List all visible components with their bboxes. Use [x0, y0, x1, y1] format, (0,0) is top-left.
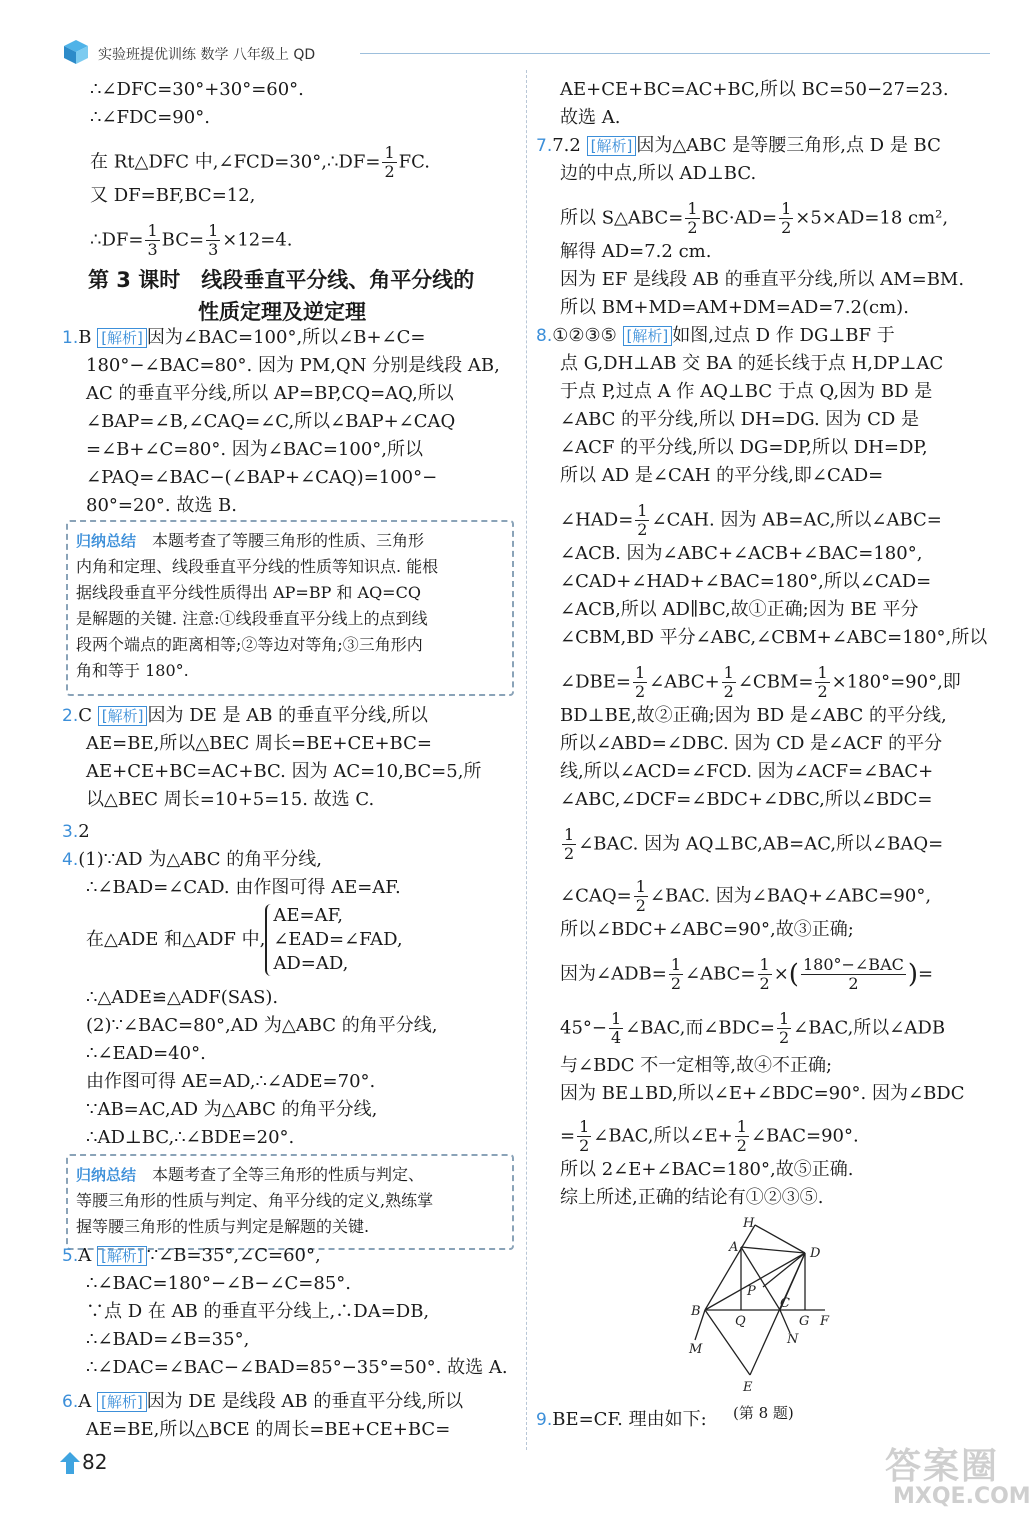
fig-label: E	[743, 1380, 753, 1395]
text-line: ∠CAD+∠HAD+∠BAC=180°,所以∠CAD=	[560, 571, 932, 592]
analysis-tag: [解析]	[623, 326, 673, 346]
fig-label: G	[799, 1314, 810, 1329]
text-line: ∴∠BAD=∠B=35°,	[86, 1329, 250, 1350]
text-line: BD⊥BE,故②正确;因为 BD 是∠ABC 的平分线,	[560, 705, 947, 726]
question-1: 1.B [解析] 因为∠BAC=100°,所以∠B+∠C=	[62, 327, 426, 348]
text-line: ∴∠FDC=90°.	[90, 107, 210, 128]
text-line: ∵点 D 在 AB 的垂直平分线上,∴DA=DB,	[86, 1301, 430, 1322]
book-logo-icon	[60, 38, 90, 66]
column-divider	[526, 70, 527, 1450]
text-line: ∴DF= $\frac{1}{3}$ BC= $\frac{1}{3}$ ×12=4.	[90, 221, 293, 259]
text-line: 与∠BDC 不一定相等,故④不正确;	[560, 1055, 833, 1076]
text-line: = $\frac{1}{2}$ ∠BAC,所以∠E+ $\frac{1}{2}$ ∠BAC=90°.	[560, 1117, 859, 1155]
question-7: 7.7.2 [解析] 因为△ABC 是等腰三角形,点 D 是 BC	[536, 135, 941, 156]
lesson-title: 第 3 课时 线段垂直平分线、角平分线的	[88, 268, 475, 292]
arrow-up-icon	[60, 1452, 80, 1474]
text-line: ∴∠BAC=180°−∠B−∠C=85°.	[86, 1273, 352, 1294]
text-line: ∠BAP=∠B,∠CAQ=∠C,所以∠BAP+∠CAQ	[86, 411, 456, 432]
summary-line: 角和等于 180°.	[76, 661, 189, 680]
fraction: $\frac{1}{2}$	[384, 143, 395, 181]
text-line: 所以∠ABD=∠DBC. 因为 CD 是∠ACF 的平分	[560, 733, 943, 754]
text-line: 故选 A.	[560, 107, 621, 128]
analysis-tag: [解析]	[97, 1246, 147, 1266]
lesson-subtitle: 性质定理及逆定理	[198, 300, 366, 324]
text-line: 因为 BE⊥BD,所以∠E+∠BDC=90°. 因为∠BDC	[560, 1083, 965, 1104]
header-title: 实验班提优训练 数学 八年级上 QD	[98, 47, 316, 63]
summary-box-1	[66, 520, 514, 696]
text-line: 所以 BM+MD=AM+DM=AD=7.2(cm).	[560, 297, 909, 318]
question-4: 4.(1)∵AD 为△ABC 的角平分线,	[62, 849, 322, 870]
question-2: 2.C [解析] 因为 DE 是 AB 的垂直平分线,所以	[62, 705, 428, 726]
text-line: 于点 P,过点 A 作 AQ⊥BC 于点 Q,因为 BD 是	[560, 381, 933, 402]
analysis-tag: [解析]	[97, 328, 147, 348]
fig-label: A	[729, 1240, 739, 1255]
summary-line: 握等腰三角形的性质与判定是解题的关键.	[76, 1217, 370, 1236]
text-line: =∠B+∠C=80°. 因为∠BAC=100°,所以	[86, 439, 423, 460]
text-line: 点 G,DH⊥AB 交 BA 的延长线于点 H,DP⊥AC	[560, 353, 944, 374]
fig-label: C	[780, 1296, 790, 1311]
text-line: 在 Rt△DFC 中,∠FCD=30°,∴DF= $\frac{1}{2}$ FC.	[90, 143, 430, 181]
summary-box-2	[66, 1154, 514, 1250]
text-line: ∵AB=AC,AD 为△ABC 的角平分线,	[86, 1099, 378, 1120]
fig-label: H	[743, 1216, 755, 1231]
summary-line: 是解题的关键. 注意:①线段垂直平分线上的点到线	[76, 609, 428, 628]
text-line: 因为 EF 是线段 AB 的垂直平分线,所以 AM=BM.	[560, 269, 965, 290]
watermark: 答案圈 MXQE.COM	[885, 1446, 1031, 1509]
summary-line: 归纳总结 本题考查了全等三角形的性质与判定、	[76, 1165, 425, 1184]
summary-line: 归纳总结 本题考查了等腰三角形的性质、三角形	[76, 531, 425, 550]
text-line: ∴∠DFC=30°+30°=60°.	[90, 79, 304, 100]
text-line: ∠CBM,BD 平分∠ABC,∠CBM+∠ABC=180°,所以	[560, 627, 988, 648]
analysis-tag: [解析]	[587, 136, 637, 156]
brace: AE=AF, ∠EAD=∠FAD, AD=AD,	[265, 904, 402, 976]
fig-label: D	[810, 1246, 821, 1261]
text-line: 80°=20°. 故选 B.	[86, 495, 238, 516]
question-8: 8.①②③⑤ [解析] 如图,过点 D 作 DG⊥BF 于	[536, 325, 895, 346]
text-line: 边的中点,所以 AD⊥BC.	[560, 163, 757, 184]
text-line: 线,所以∠ACD=∠FCD. 因为∠ACF=∠BAC+	[560, 761, 934, 782]
page-number-box	[60, 1448, 118, 1476]
text-line: ∠ABC 的平分线,所以 DH=DG. 因为 CD 是	[560, 409, 920, 430]
text-line: 45°− $\frac{1}{4}$ ∠BAC,而∠BDC= $\frac{1}{2}$ ∠BAC,所以∠ADB	[560, 1009, 946, 1047]
fig-label: Q	[735, 1314, 746, 1329]
summary-line: 等腰三角形的性质与判定、角平分线的定义,熟练掌	[76, 1191, 434, 1210]
page-number: 82	[82, 1450, 108, 1474]
summary-line: 内角和定理、线段垂直平分线的性质等知识点. 能根	[76, 557, 439, 576]
page-header	[60, 38, 990, 68]
text-line: ∴△ADE≌△ADF(SAS).	[86, 987, 279, 1008]
header-rule	[360, 53, 990, 54]
text-line: 因为∠ADB= $\frac{1}{2}$ ∠ABC= $\frac{1}{2}$ ×( $\frac{\text{180°−∠BAC}}{2}$ )=	[560, 955, 934, 993]
text-line: $\frac{1}{2}$ ∠BAC. 因为 AQ⊥BC,AB=AC,所以∠BAQ=	[564, 825, 944, 863]
text-line: 又 DF=BF,BC=12,	[90, 185, 256, 206]
question-9: 9.BE=CF. 理由如下:	[536, 1409, 707, 1430]
summary-label: 归纳总结	[76, 1166, 137, 1184]
geometry-figure	[685, 1215, 845, 1395]
text-line: ∠ABC,∠DCF=∠BDC+∠DBC,所以∠BDC=	[560, 789, 933, 810]
text-line: AE=BE,所以△BCE 的周长=BE+CE+BC=	[86, 1419, 451, 1440]
analysis-tag: [解析]	[98, 706, 148, 726]
fig-label: N	[787, 1332, 799, 1347]
text-line: 所以 S△ABC= $\frac{1}{2}$ BC·AD= $\frac{1}{2}$ ×5×AD=18 cm²,	[560, 199, 949, 237]
text-line: ∠ACB. 因为∠ABC+∠ACB+∠BAC=180°,	[560, 543, 923, 564]
text-line: 180°−∠BAC=80°. 因为 PM,QN 分别是线段 AB,	[86, 355, 500, 376]
summary-line: 段两个端点的距离相等;②等边对等角;③三角形内	[76, 635, 423, 654]
text-line: ∠CAQ= $\frac{1}{2}$ ∠BAC. 因为∠BAQ+∠ABC=90°,	[560, 877, 932, 915]
text-line: 解得 AD=7.2 cm.	[560, 241, 712, 262]
question-6: 6.A [解析] 因为 DE 是线段 AB 的垂直平分线,所以	[62, 1391, 464, 1412]
text-line: 由作图可得 AE=AD,∴∠ADE=70°.	[86, 1071, 376, 1092]
text-line: ∴∠DAC=∠BAC−∠BAD=85°−35°=50°. 故选 A.	[86, 1357, 508, 1378]
text-line: ∠PAQ=∠BAC−(∠BAP+∠CAQ)=100°−	[86, 467, 438, 488]
summary-label: 归纳总结	[76, 532, 137, 550]
text-line: ∠DBE= $\frac{1}{2}$ ∠ABC+ $\frac{1}{2}$ ∠CBM= $\frac{1}{2}$ ×180°=90°,即	[560, 663, 961, 701]
fig-label: P	[747, 1284, 756, 1299]
fraction: $\frac{1}{3}$	[147, 221, 158, 259]
text-line: AE=BE,所以△BEC 周长=BE+CE+BC=	[86, 733, 432, 754]
text-line: 以△BEC 周长=10+5=15. 故选 C.	[86, 789, 375, 810]
text-line: ∴∠BAD=∠CAD. 由作图可得 AE=AF.	[86, 877, 401, 898]
question-5: 5.A [解析] ∵∠B=35°,∠C=60°,	[62, 1245, 321, 1266]
fig-label: M	[689, 1342, 703, 1357]
text-line: (2)∵∠BAC=80°,AD 为△ABC 的角平分线,	[86, 1015, 438, 1036]
summary-line: 据线段垂直平分线性质得出 AP=BP 和 AQ=CQ	[76, 583, 421, 602]
text-line: ∴AD⊥BC,∴∠BDE=20°.	[86, 1127, 295, 1148]
fraction: $\frac{1}{3}$	[208, 221, 219, 259]
text-line: ∠ACF 的平分线,所以 DG=DP,所以 DH=DP,	[560, 437, 928, 458]
text-line: AE+CE+BC=AC+BC. 因为 AC=10,BC=5,所	[86, 761, 482, 782]
text-line: 综上所述,正确的结论有①②③⑤.	[560, 1187, 824, 1208]
figure-caption: (第 8 题)	[733, 1404, 794, 1422]
question-3: 3.2	[62, 821, 90, 842]
fig-label: B	[691, 1304, 701, 1319]
analysis-tag: [解析]	[97, 1392, 147, 1412]
text-line: 所以 2∠E+∠BAC=180°,故⑤正确.	[560, 1159, 854, 1180]
system-of-equations: 在△ADE 和△ADF 中, AE=AF, ∠EAD=∠FAD, AD=AD,	[86, 905, 403, 974]
text-line: 所以∠BDC+∠ABC=90°,故③正确;	[560, 919, 854, 940]
text-line: AE+CE+BC=AC+BC,所以 BC=50−27=23.	[560, 79, 949, 100]
text-line: 所以 AD 是∠CAH 的平分线,即∠CAD=	[560, 465, 884, 486]
text-line: ∠HAD= $\frac{1}{2}$ ∠CAH. 因为 AB=AC,所以∠ABC=	[560, 501, 942, 539]
fig-label: F	[820, 1314, 830, 1329]
text-line: AC 的垂直平分线,所以 AP=BP,CQ=AQ,所以	[86, 383, 454, 404]
text-line: ∠ACB,所以 AD∥BC,故①正确;因为 BE 平分	[560, 599, 919, 620]
text-line: ∴∠EAD=40°.	[86, 1043, 206, 1064]
